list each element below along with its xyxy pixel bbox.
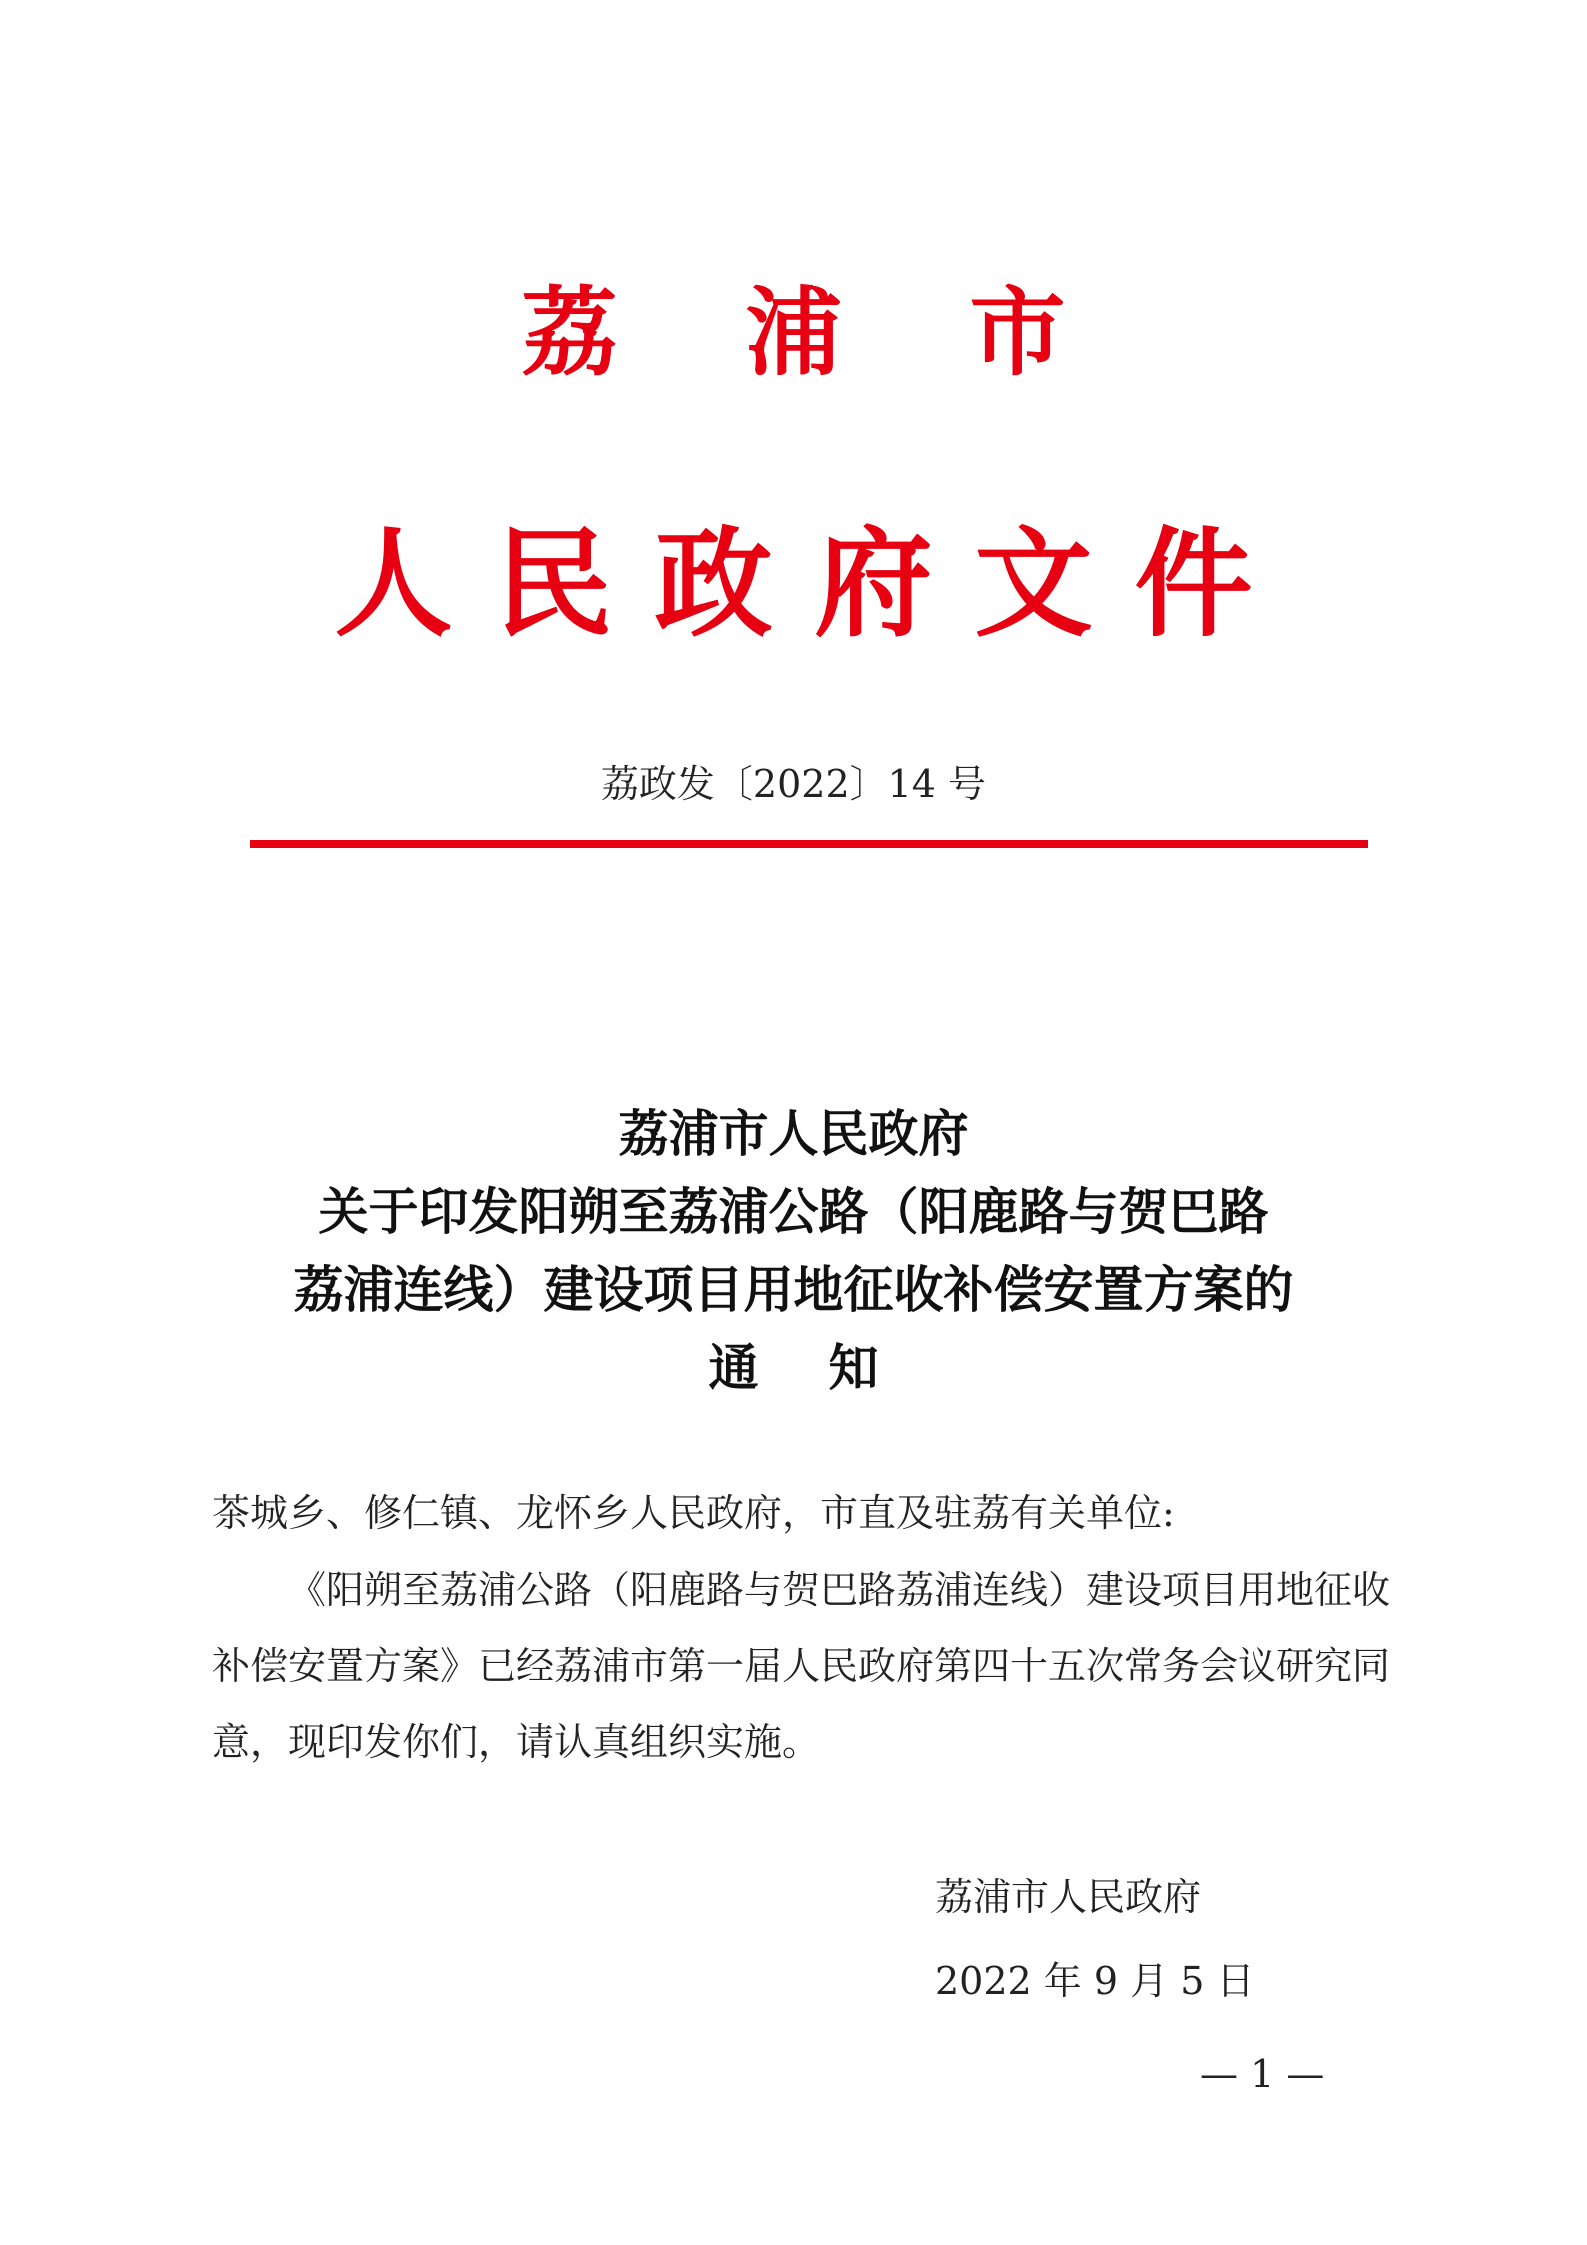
red-divider-line [250,840,1368,848]
header-city-char: 荔 [521,276,618,389]
header-city-char: 浦 [745,276,842,389]
header-city-name [0,276,1587,395]
signature-date: 2022 年 9 月 5 日 [935,1959,1255,2003]
title-line: 关于印发阳朔至荔浦公路（阳鹿路与贺巴路 [318,1182,1269,1241]
title-line: 通知 [708,1338,949,1397]
document-title [0,1095,1587,1407]
document-number: 荔政发〔2022〕14 号 [600,762,987,806]
header-city-char: 市 [969,276,1066,389]
signature-block [935,1855,1254,2023]
title-line: 荔浦连线）建设项目用地征收补偿安置方案的 [293,1260,1294,1319]
header-subtitle: 人民政府文件 [334,514,1295,653]
signature-issuer: 荔浦市人民政府 [935,1875,1202,1919]
page-number: — 1 — [1200,2052,1325,2096]
title-line: 荔浦市人民政府 [618,1104,969,1163]
body-paragraph: 《阳朔至荔浦公路（阳鹿路与贺巴路荔浦连线）建设项目用地征收补偿安置方案》已经荔浦市第一届人民政府第四十五次常务会议研究同意，现印发你们，请认真组织实施。 [212,1568,1391,1764]
salutation: 茶城乡、修仁镇、龙怀乡人民政府，市直及驻荔有关单位: [212,1491,1175,1535]
